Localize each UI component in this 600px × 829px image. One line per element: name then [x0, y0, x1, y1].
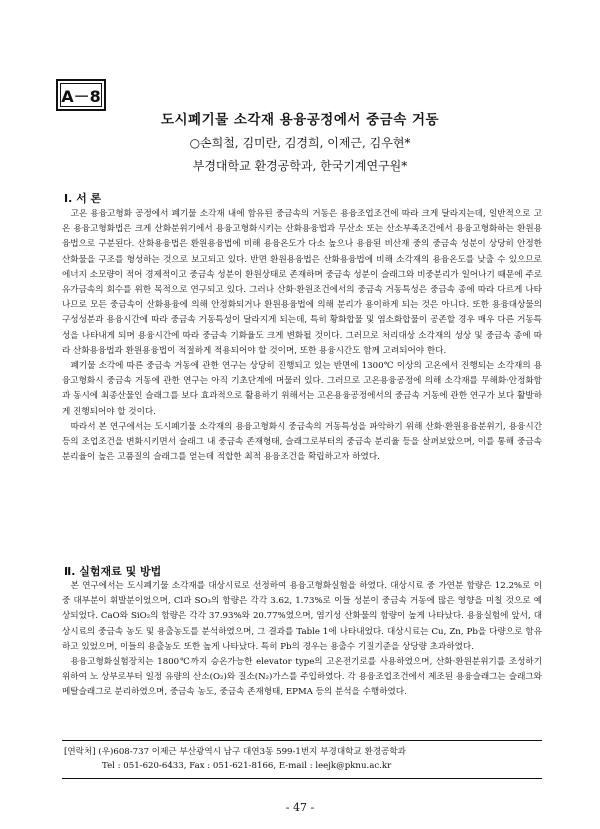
paragraph: 본 연구에서는 도시폐기물 소각재를 대상시료로 선정하여 용융고형화실험을 하였다. 대상시료 중 가연분 함량은 12.2%로 이중 대부분이 휘발분이었으며, Cl과 SO₃의 함량은 각각 3.62, 1.73%로 이들 성분이 중금속 거동에 많은 영향을 미칠 것으로 예상되었다. CaO와 SiO₂의 함량은 각각 37.93%와 20.77%였으며, 염기성 산화물의 함량이 높게 나타났다. 용융실험에 앞서, 대상시료의 중금속 농도 및 용출농도를 분석하였으며, 그 결과를 Table 1에 나타내었다. 대상시료는 Cu, Zn, Pb을 다량으로 함유하고 있었으며, 이들의 용출농도 또한 높게 나타났다. 특히 Pb의 경우는 용출수 기질기준을 상당량 초과하였다. [62, 581, 542, 652]
paragraph: 용융고형화실험장치는 1800℃까지 승온가능한 elevator type의 고온전기로를 사용하였으며, 산화·환원분위기를 조성하기 위하여 노 상부로부터 일정 유량의 산소(O₂)와 질소(N₂)가스를 주입하였다. 각 용융조업조건에서 제조된 용융슬래그는 슬래그와 메탈슬래그로 분리하였으며, 중금속 농도, 중금속 존재형태, EPMA 등의 분석을 수행하였다. [62, 657, 542, 698]
paragraph: 따라서 본 연구에서는 도시폐기물 소각재의 용융고형화시 중금속의 거동특성을 파악하기 위해 산화·환원용융분위기, 용융시간 등의 조업조건을 변화시키면서 슬래그 내 중금속 존재형태, 슬래그로부터의 중금속 분리율 등을 살펴보았으며, 이를 통해 중금속 분리율이 높은 고품질의 슬래그를 얻는데 적합한 최적 용융조건을 확립하고자 하였다. [62, 421, 542, 463]
paper-title: 도시폐기물 소각재 용융공정에서 중금속 거동 [160, 112, 440, 128]
authors: ○손희철, 김미란, 김경희, 이제근, 김우현* [189, 136, 411, 150]
page-number: - 47 - [285, 801, 315, 814]
footer-contact [64, 745, 406, 773]
contact-phone-email: Tel : 051-620-6433, Fax : 051-621-8166, E-mail : leejk@pknu.ac.kr [102, 761, 392, 771]
paragraph: 폐기물 소각에 따른 중금속 거동에 관한 연구는 상당히 진행되고 있는 반면에 1300℃ 이상의 고온에서 진행되는 소각재의 용융고형화시 중금속 거동에 관한 연구는 아직 기초단계에 머물러 있다. 그러므로 고온용융공정에 의해 소각재를 무해화·안정화함과 동시에 최종산물인 슬래그를 보다 효과적으로 활용하기 위해서는 고온용융공정에서의 중금속 거동에 관한 연구가 보다 활발하게 진행되어야 할 것이다. [62, 361, 542, 417]
paragraph: 고온 용융고형화 공정에서 폐기물 소각재 내에 함유된 중금속의 거동은 용융조업조건에 따라 크게 달라지는데, 일반적으로 고온 용융고형화법은 크게 산화분위기에서 용융고형화시키는 산화용융법과 무산소 또는 산소부족조건에서 용융고형화하는 환원용융법으로 구분된다. 산화용융법은 환원용융법에 비해 용융온도가 다소 높으나 용융된 비산재 중의 중금속 성분이 상당히 안정한 산화물을 구조를 형성하는 것으로 보고되고 있다. 반면 환원용융법은 산화용융법에 비해 소각재의 용융온도를 낮출 수 있으므로 에너지 소모량이 적어 경제적이고 중금속 성분이 환원상태로 존재하며 중금속 성분이 슬래그와 비중분리가 일어나기 때문에 주로 유가금속의 회수를 위한 목적으로 연구되고 있다. 그러나 산화·환원조건에서의 중금속 거동특성은 중금속 종에 따라 다르게 나타나므로 모든 중금속이 산화용융에 의해 안정화되거나 환원용융법에 의해 분리가 용이하게 되는 것은 아니다. 또한 용융대상물의 구성성분과 용융시간에 따라 중금속 거동특성이 달라지게 되는데, 특히 황화합물 및 염소화합물이 공존할 경우 매우 다른 거동특성을 나타내게 되며 용융시간에 따라 중금속 기화율도 크게 변화될 것이다. 그러므로 처리대상 소각재의 성상 및 중금속 종에 따라 산화용융법과 환원용융법이 적절하게 적용되어야 할 것이며, 또한 용융시간도 함께 고려되어야 한다. [62, 209, 542, 356]
section-heading-methods: Ⅱ. 실험재료 및 방법 [64, 565, 162, 578]
affiliation: 부경대학교 환경공학과, 한국기계연구원* [192, 159, 408, 173]
footer-rule [62, 740, 542, 741]
section-tag: A－8 [56, 79, 106, 111]
contact-address: [연락처] (우)608-737 이제근 부산광역시 남구 대연3동 599-1번지 부경대학교 환경공학과 [64, 747, 406, 757]
section-body-methods [62, 579, 542, 701]
section-heading-intro: Ⅰ. 서 론 [64, 192, 102, 205]
section-body-intro [62, 207, 542, 465]
footer-rule-bottom [62, 778, 542, 779]
